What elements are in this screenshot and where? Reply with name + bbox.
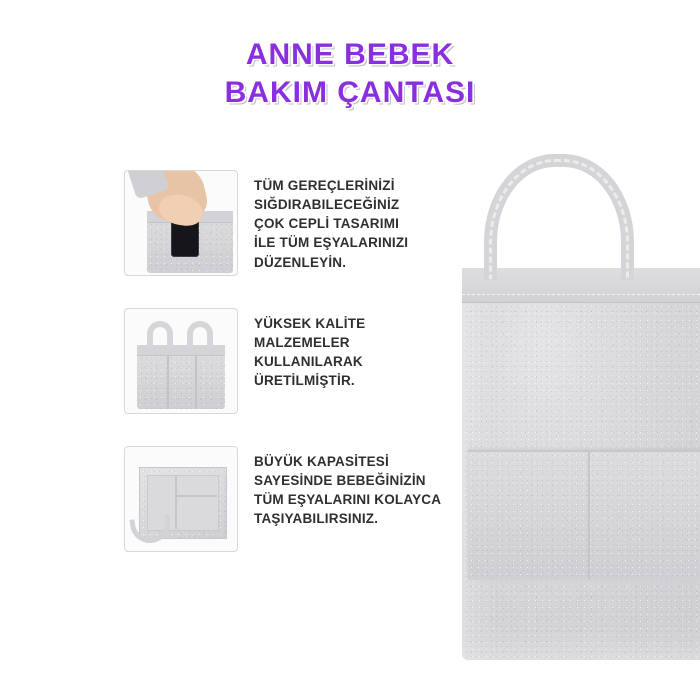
feature-text-line: TÜM GEREÇLERİNİZİ bbox=[254, 178, 395, 193]
thumb2-handle-left bbox=[147, 321, 173, 349]
page-title bbox=[0, 36, 700, 113]
thumbnail-bag-top-view-compartments bbox=[124, 446, 238, 552]
page-title-line-1: ANNE BEBEK bbox=[245, 38, 455, 71]
feature-text-line: ÜRETİLMİŞTİR. bbox=[254, 373, 355, 389]
hero-bag-body bbox=[462, 268, 700, 660]
thumb2-divider bbox=[195, 355, 197, 409]
feature-text-line: İLE TÜM EŞYALARINIZI bbox=[254, 235, 409, 251]
hero-stitch-line bbox=[462, 294, 700, 295]
feature-text-line: SIĞDIRABILECEĞİNİZ bbox=[254, 197, 400, 213]
thumb3-handle bbox=[129, 514, 172, 545]
feature-text-line: YÜKSEK KALİTE bbox=[254, 316, 366, 331]
list-item bbox=[124, 170, 454, 276]
hero-bag-handle bbox=[484, 154, 634, 280]
thumbnail-hand-placing-phone bbox=[124, 170, 238, 276]
list-item bbox=[124, 446, 454, 552]
feature-text-line: TAŞIYABILIRSINIZ. bbox=[254, 511, 379, 527]
feature-text-3 bbox=[254, 446, 441, 529]
felt-texture bbox=[468, 452, 700, 580]
feature-text-line: MALZEMELER bbox=[254, 335, 350, 351]
list-item bbox=[124, 308, 454, 414]
feature-text-1 bbox=[254, 170, 408, 272]
feature-text-line: TÜM EŞYALARINI KOLAYCA bbox=[254, 492, 442, 508]
hero-pocket-divider bbox=[588, 452, 590, 580]
thumb2-handle-right bbox=[187, 321, 213, 349]
thumb3-divider-horizontal bbox=[175, 495, 217, 497]
feature-text-line: SAYESİNDE BEBEĞİNİZİN bbox=[254, 473, 426, 489]
feature-list bbox=[124, 170, 454, 584]
thumb3-divider-vertical bbox=[175, 475, 177, 529]
feature-text-line: BÜYÜK KAPASİTESİ bbox=[254, 454, 389, 469]
page-title-line-2: BAKIM ÇANTASI bbox=[224, 76, 476, 110]
thumbnail-bag-front-view bbox=[124, 308, 238, 414]
thumb2-divider bbox=[167, 355, 169, 409]
feature-text-line: KULLANILARAK bbox=[254, 354, 363, 370]
hero-bag-front-pocket bbox=[468, 450, 700, 580]
feature-text-2 bbox=[254, 308, 365, 391]
feature-text-line: DÜZENLEYİN. bbox=[254, 254, 347, 270]
hero-product-image bbox=[448, 148, 700, 660]
feature-text-line: ÇOK CEPLİ TASARIMI bbox=[254, 216, 400, 232]
